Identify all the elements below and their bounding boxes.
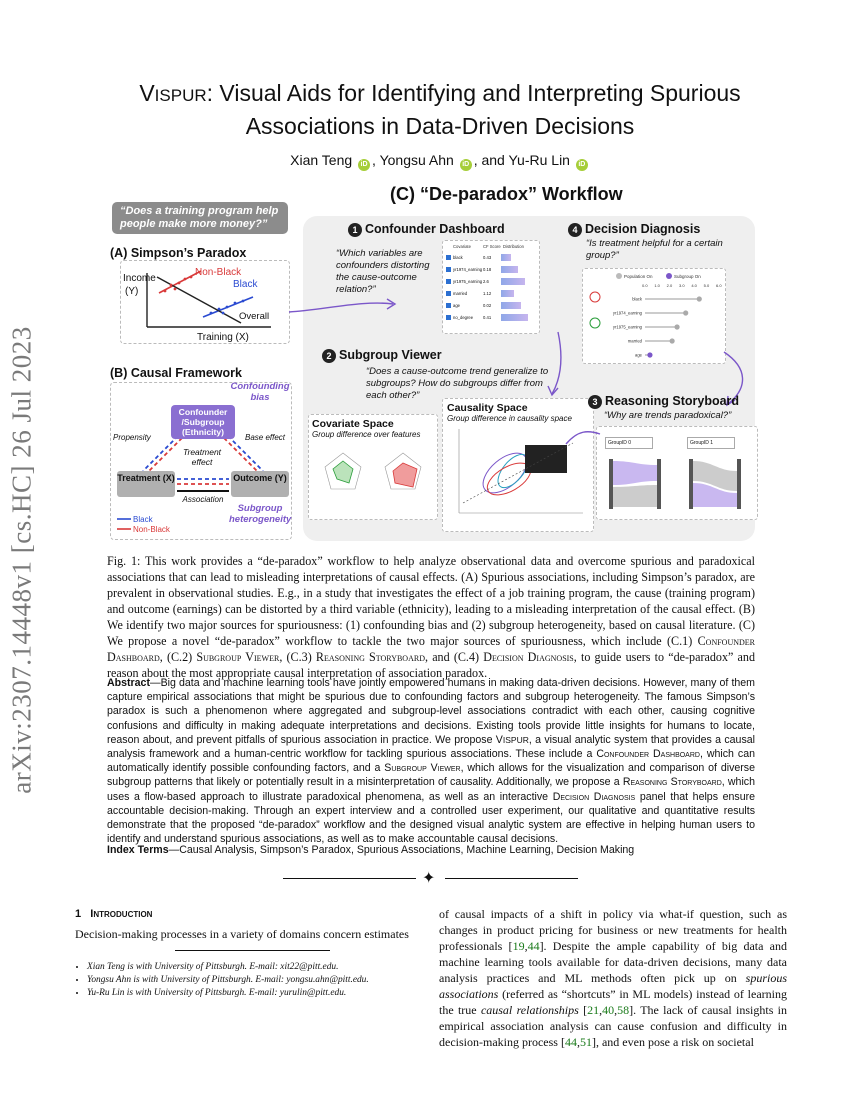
lollipop-point[interactable] xyxy=(647,352,652,357)
covariate-name: no_degree xyxy=(453,314,474,320)
author-1: Xian Teng xyxy=(290,152,353,168)
axis-tick-label: 0.0 xyxy=(642,283,648,288)
sankey-node xyxy=(657,459,661,509)
causal-panel xyxy=(110,382,292,540)
flow-arrow xyxy=(538,330,568,400)
lollipop-point[interactable] xyxy=(683,310,688,315)
right-column: of causal impacts of a shift in policy via what-if question, such as changes in product pricing for business or new treatments for health professionals [19,44]. Despite the ample capability of big data and machine learning tools available for data-driven decisions, many data analysis practices and ML methods often pick up on spurious associations (referred as “shortcuts” in ML models) instead of learning the true causal relationships [21,40,58]. The lack of causal insights in empirical association analysis can cause confusion and difficulty in decision-making process [44,51], and even pose a risk on societal xyxy=(439,907,788,1049)
checkbox-icon[interactable] xyxy=(446,267,451,272)
causality-space-title: Causality Space xyxy=(447,402,528,414)
base-effect-label: Base effect xyxy=(245,433,286,442)
causal-title: (B) Causal Framework xyxy=(110,366,242,380)
legend-sub: Subgroup On xyxy=(674,274,701,279)
nonblack-label: Non-Black xyxy=(195,267,242,278)
citation-link[interactable]: 21 xyxy=(587,1003,600,1017)
divider-line xyxy=(283,878,416,879)
cf-score: 2.6 xyxy=(483,278,489,284)
subgroup-heterogeneity-label: Subgroup heterogeneity xyxy=(229,503,292,525)
tooltip-box xyxy=(525,445,567,473)
lollipop-point[interactable] xyxy=(697,296,702,301)
legend-sub-marker xyxy=(666,273,672,279)
lollipop-point[interactable] xyxy=(674,324,679,329)
overall-trend xyxy=(157,277,241,323)
citation-link[interactable]: 51 xyxy=(579,1035,592,1049)
author-2: Yongsu Ahn xyxy=(379,152,454,168)
citation-link[interactable]: 44 xyxy=(564,1035,577,1049)
legend-pop-marker xyxy=(616,273,622,279)
question-bubble: “Does a training program help people make more money?” xyxy=(112,202,288,234)
covariate-space-sub: Group difference over features xyxy=(312,430,421,439)
divider-ornament: ✦ xyxy=(422,870,436,887)
axis-tick-label: 2.0 xyxy=(666,283,673,288)
index-terms: Index Terms—Causal Analysis, Simpson’s Paradox, Spurious Associations, Machine Learning, Decision Making xyxy=(107,844,635,856)
axis-tick-label: 6.0 xyxy=(716,283,722,288)
group1-select[interactable]: GroupID 1 xyxy=(687,437,735,449)
c4-question: “Is treatment helpful for a certain group?” xyxy=(586,238,723,261)
confounder-dashboard xyxy=(442,240,540,334)
sankey-node xyxy=(689,459,693,509)
propensity-label: Propensity xyxy=(113,433,151,442)
checkbox-icon[interactable] xyxy=(446,279,451,284)
axis-tick-label: 3.0 xyxy=(679,283,685,288)
divider-line xyxy=(445,878,578,879)
confounding-bias-label: Confounding bias xyxy=(230,381,290,403)
sankey-flow xyxy=(613,461,657,485)
dashboard-row[interactable] xyxy=(443,311,539,323)
footnotes xyxy=(75,961,423,1000)
decision-diagnosis-panel xyxy=(582,268,726,364)
radar-group-0 xyxy=(333,461,353,483)
paper-title: VISPUR: Visual Aids for Identifying and Interpreting Spurious Associations in Data-Driven Decisions xyxy=(139,80,741,139)
black-label: Black xyxy=(233,279,258,290)
sankey-flow xyxy=(613,485,657,507)
checkbox-icon[interactable] xyxy=(446,303,451,308)
flow-arrow xyxy=(564,424,604,454)
legend-black: Black xyxy=(133,515,153,524)
footnote-rule xyxy=(175,950,330,951)
c2-question: “Does a cause-outcome trend generalize to subgroups? How do subgroups differ from each other?” xyxy=(366,366,549,401)
group0-select[interactable]: GroupID 0 xyxy=(605,437,653,449)
row-label: yr1974_earning xyxy=(612,310,642,316)
sankey-node xyxy=(609,459,613,509)
simpson-plot xyxy=(121,261,289,343)
cf-score: 1.12 xyxy=(483,290,492,296)
row-label: black xyxy=(632,296,642,302)
check-icon xyxy=(590,318,600,328)
citation-link[interactable]: 58 xyxy=(617,1003,630,1017)
row-label: yr1975_earning xyxy=(612,324,642,330)
c1-question: “Which variables are confounders distorting the cause-outcome relation?” xyxy=(336,248,430,295)
footnote: • Yu-Ru Lin is with University of Pittsburgh. E-mail: yurulin@pitt.edu. xyxy=(87,987,423,1000)
orcid-icon[interactable]: iD xyxy=(576,159,588,171)
dashboard-row[interactable] xyxy=(443,275,539,287)
dashboard-row[interactable] xyxy=(443,287,539,299)
author-3: and Yu-Ru Lin xyxy=(481,152,570,168)
intro-left-text: Decision-making processes in a variety of domains concern estimates xyxy=(75,927,409,941)
confounder-node: Confounder /Subgroup (Ethnicity) xyxy=(171,405,235,439)
c4-title: 4 Decision Diagnosis xyxy=(568,222,700,237)
cf-score: 0.02 xyxy=(483,302,492,308)
training-label: Training (X) xyxy=(197,332,249,343)
simpson-panel xyxy=(120,260,290,344)
axis-tick-label: 4.0 xyxy=(691,283,697,288)
citation-link[interactable]: 19 xyxy=(512,939,525,953)
covariate-name: yr1974_earning xyxy=(453,266,483,272)
orcid-icon[interactable]: iD xyxy=(358,159,370,171)
footnote: • Yongsu Ahn is with University of Pittsburgh. E-mail: yongsu.ahn@pitt.edu. xyxy=(87,974,423,987)
covariate-name: age xyxy=(453,302,460,308)
c2-title: 2 Subgroup Viewer xyxy=(322,348,442,363)
covariate-name: married xyxy=(453,290,468,296)
causality-space-panel xyxy=(442,398,594,532)
lollipop-point[interactable] xyxy=(670,338,675,343)
cf-score: 0.41 xyxy=(483,314,492,320)
causality-space-sub: Group difference in causality space xyxy=(447,414,572,423)
overall-label: Overall xyxy=(239,311,270,322)
distribution-bar xyxy=(501,290,514,297)
distribution-bar xyxy=(501,314,528,321)
c1-title: 1 Confounder Dashboard xyxy=(348,222,505,237)
row-label: age xyxy=(635,352,642,358)
covariate-name: black xyxy=(453,254,463,260)
figure-1 xyxy=(108,180,760,542)
sankey-node xyxy=(737,459,741,509)
orcid-icon[interactable]: iD xyxy=(460,159,472,171)
checkbox-icon[interactable] xyxy=(446,255,451,260)
workflow-title: (C) “De-paradox” Workflow xyxy=(390,184,623,204)
distribution-bar xyxy=(501,278,525,285)
warning-icon xyxy=(590,292,600,302)
figure-caption: Fig. 1: This work provides a “de-paradox” workflow to help analyze observational data and overcome spurious and paradoxical associations that can lead to misleading interpretations of causal effects. (A) Spurious associations, including Simpson’s paradox, are prevalent in observational studies. E.g., in a study that investigates the effect of a job training program, the cause (training program) and outcome (earnings) can be distorted by a third variable (ethnicity), leading to a misleading interpretation of the causal effect. (B) We identify two major sources for spuriousness: (1) confounding bias and (2) subgroup heterogeneity, based on causal literature. (C) We propose a novel “de-paradox” workflow to tackle the two major sources of spuriousness, which include (C.1) Confounder Dashboard, (C.2) Subgroup Viewer, (C.3) Reasoning Storyboard, and (C.4) Decision Diagnosis, to guide users to “de-paradox” and reason about the most appropriate causal interpretation of association paradox. xyxy=(107,554,755,680)
income-label: Income xyxy=(123,273,156,284)
abstract: Abstract—Big data and machine learning tools have jointly empowered humans in making data-driven decisions. However, many of them capture empirical associations that might be spurious due to confounding factors and subgroup heterogeneity. The famous Simpson’s paradox is such a phenomenon where aggregated and subgroup-level associations contradict with each other, causing cognitive confusions and difficulty in making adequate interpretations and decisions. Existing tools provide little insights for humans to locate, reason about, and prevent pitfalls of spurious association in practice. We propose VISPUR, a visual analytic system that provides a causal analysis framework and a human-centric workflow for tackling spurious associations. These include a Confounder Dashboard, which can automatically identify possible confounding factors, and a Subgroup Viewer, which allows for the visualization and comparison of diverse subgroup patterns that likely or potentially result in a misinterpretation of causality. Additionally, we propose a Reasoning Storyboard, which uses a flow-based approach to illustrate paradoxical phenomena, as well as an interactive Decision Diagnosis panel that helps ensure accountable decision-making. Through an expert interview and a controlled user experiment, our qualitative and quantitative results demonstrate that the proposed “de-paradox” workflow and the designed visual analytic system are effective in helping human users to identify and understand spurious associations, as well as to make accountable causal decisions. xyxy=(107,677,755,846)
arxiv-stamp: arXiv:2307.14448v1 [cs.HC] 26 Jul 2023 xyxy=(6,326,37,794)
outcome-node: Outcome (Y) xyxy=(231,471,289,497)
association-label: Association xyxy=(182,495,224,504)
y-label: (Y) xyxy=(125,286,139,297)
distribution-bar xyxy=(501,302,521,309)
dashboard-row[interactable] xyxy=(443,251,539,263)
covariate-space-panel xyxy=(308,414,438,520)
section-heading: 1 Introduction xyxy=(75,908,153,920)
diagnosis-chart xyxy=(583,269,725,363)
c3-question: “Why are trends paradoxical?” xyxy=(604,410,732,421)
treatment-node: Treatment (X) xyxy=(117,471,175,497)
citation-link[interactable]: 40 xyxy=(602,1003,615,1017)
distribution-bar xyxy=(501,254,511,261)
covariate-space-title: Covariate Space xyxy=(312,418,394,430)
axis-tick-label: 1.0 xyxy=(654,283,660,288)
footnote: • Xian Teng is with University of Pittsburgh. E-mail: xit22@pitt.edu. xyxy=(87,961,423,974)
author-list: Xian Teng iD , Yongsu Ahn iD , and Yu-Ru Lin iD xyxy=(80,152,800,171)
covariate-name: yr1975_earning xyxy=(453,278,483,284)
cf-score: 0.18 xyxy=(483,266,492,272)
treatment-effect-label: Treatment effect xyxy=(182,447,222,467)
checkbox-icon[interactable] xyxy=(446,291,451,296)
cf-score: 0.43 xyxy=(483,254,492,260)
simpson-title: (A) Simpson’s Paradox xyxy=(110,246,247,260)
left-column xyxy=(75,906,423,1000)
row-label: married xyxy=(627,338,642,344)
axis-tick-label: 5.0 xyxy=(703,283,710,288)
legend-nonblack: Non-Black xyxy=(133,525,170,534)
c3-title: 3 Reasoning Storyboard xyxy=(588,394,739,409)
checkbox-icon[interactable] xyxy=(446,315,451,320)
distribution-bar xyxy=(501,266,518,273)
reasoning-storyboard-panel xyxy=(596,426,758,520)
dashboard-header: Covariate CF Score Distribution xyxy=(453,244,524,249)
dashboard-row[interactable] xyxy=(443,263,539,275)
citation-link[interactable]: 44 xyxy=(527,939,540,953)
dashboard-row[interactable] xyxy=(443,299,539,311)
sankey-flows xyxy=(597,451,757,517)
legend-pop: Population On xyxy=(624,274,653,279)
flow-arrow xyxy=(283,290,403,330)
radar-charts xyxy=(309,439,437,511)
radar-group-1 xyxy=(393,463,417,487)
